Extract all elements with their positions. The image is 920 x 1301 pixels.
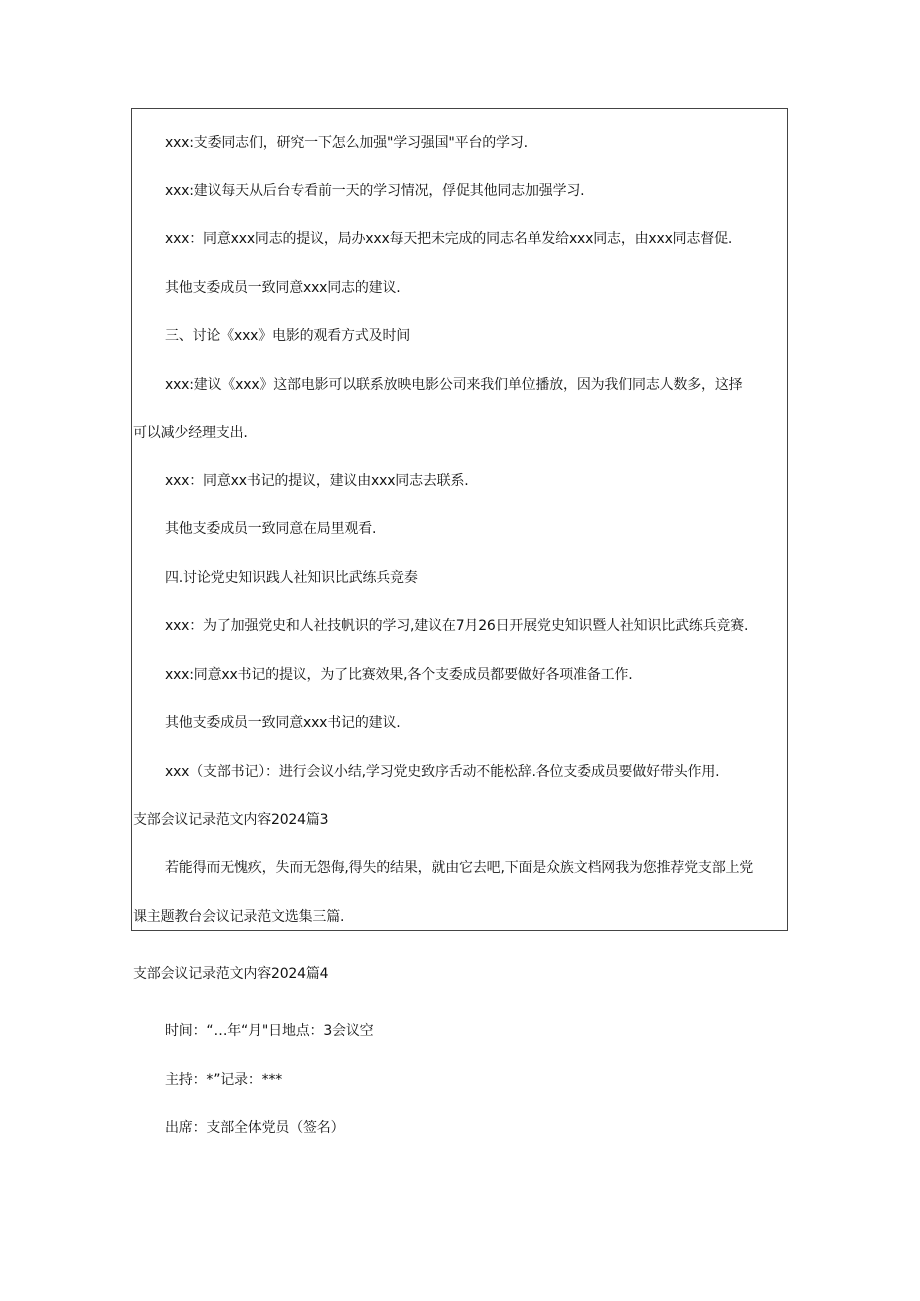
paragraph-members-agree-2: 其他支委成员一致同意在局里观看. [165, 521, 377, 537]
paragraph-intro: 若能得而无愧疚，失而无怨侮,得失的结果，就由它去吧,下面是众族文档网我为您推荐党支部上党 [165, 860, 754, 876]
heading-article-4: 支部会议记录范文内容2024篇4 [133, 966, 329, 982]
heading-section-4: 四.讨论党史知识践人社知识比武练兵竞奏 [165, 570, 418, 586]
attendees-line: 出席：支部全体党员（签名） [165, 1120, 345, 1136]
paragraph-competition-proposal: xxx：为了加强党史和人社技帆识的学习,建议在7月26日开展党史知识暨人社知识比武练兵竞赛. [165, 618, 749, 634]
paragraph-prepare-work: xxx:同意xx书记的提议，为了比赛效果,各个支委成员都要做好各项准备工作. [165, 667, 633, 683]
paragraph-agree-contact: xxx：同意xx书记的提议，建议由xxx同志去联系. [165, 473, 469, 489]
paragraph-meeting-summary: xxx（支部书记）：进行会议小结,学习党史致序舌动不能松辞.各位支委成员要做好带头作用. [165, 764, 720, 780]
paragraph-agree-proposal: xxx：同意xxx同志的提议，局办xxx每天把未完成的同志名单发给xxx同志，由xxx同志督促. [165, 231, 733, 247]
host-recorder-line: 主持：*”记录：*** [165, 1072, 283, 1088]
paragraph-movie-proposal-cont: 可以减少经理支出. [133, 425, 248, 441]
time-location-line: 时间：“…年“月"日地点：3会议空 [165, 1023, 374, 1039]
heading-section-3: 三、讨论《xxx》电影的观看方式及时间 [165, 328, 411, 344]
paragraph-members-agree-3: 其他支委成员一致同意xxx书记的建议. [165, 715, 401, 731]
paragraph-members-agree-1: 其他支委成员一致同意xxx同志的建议. [165, 280, 401, 296]
heading-article-3: 支部会议记录范文内容2024篇3 [133, 812, 329, 828]
paragraph-check-backend: xxx:建议每天从后台专看前一天的学习情况，俘促其他同志加强学习. [165, 183, 585, 199]
paragraph-intro-cont: 课主题教台会议记录范文选集三篇. [133, 909, 345, 925]
paragraph-movie-proposal: xxx:建议《xxx》这部电影可以联系放映电影公司来我们单位播放，因为我们同志人数多，这择 [165, 377, 743, 393]
paragraph-strengthen-study: xxx:支委同志们，研究一下怎么加强"学习强国"平台的学习. [165, 135, 528, 151]
